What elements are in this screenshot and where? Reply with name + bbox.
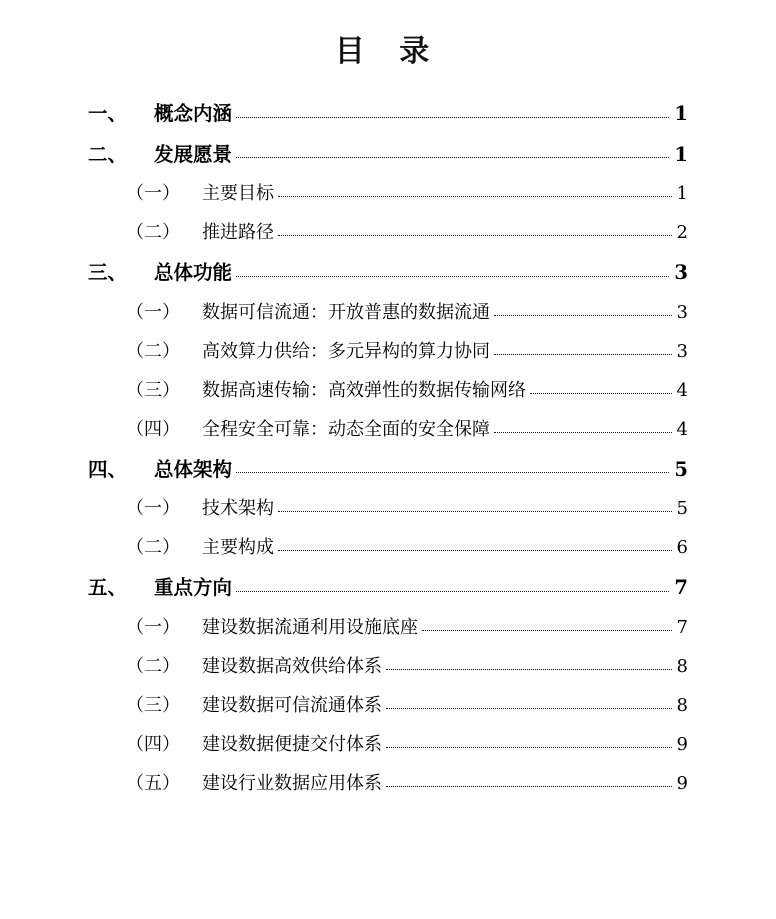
- toc-entry-number: （二）: [126, 340, 180, 362]
- toc-entry-title: 数据可信流通：开放普惠的数据流通: [202, 301, 490, 323]
- toc-entry-title: 发展愿景: [154, 142, 233, 166]
- toc-entry[interactable]: [88, 578, 688, 598]
- toc-entry[interactable]: [88, 694, 688, 716]
- toc-entry-title: 总体功能: [154, 261, 233, 284]
- toc-entry[interactable]: [88, 500, 688, 518]
- toc-entry[interactable]: [88, 539, 688, 557]
- toc-leader-dots: [236, 590, 669, 592]
- toc-entry[interactable]: [88, 616, 688, 638]
- toc-entry-title: 推进路径: [202, 222, 274, 243]
- toc-leader-dots: [278, 234, 672, 236]
- toc-leader-dots: [386, 746, 672, 748]
- toc-entry-page-number: 7: [676, 616, 688, 638]
- toc-leader-dots: [494, 353, 672, 355]
- toc-entry[interactable]: [88, 457, 688, 481]
- page-title: 目 录: [334, 34, 442, 69]
- toc-entry-number: 一、: [88, 102, 128, 125]
- toc-entry-page-number: 1: [676, 183, 688, 204]
- toc-entry-number: （一）: [126, 183, 180, 204]
- toc-leader-dots: [386, 707, 672, 709]
- toc-entry-page-number: 5: [676, 498, 688, 519]
- toc-entry-number: （三）: [126, 694, 180, 716]
- toc-entry-title: 全程安全可靠：动态全面的安全保障: [202, 418, 490, 440]
- table-of-contents: [88, 104, 688, 793]
- toc-entry[interactable]: [88, 655, 688, 677]
- toc-entry-title: 建设数据流通利用设施底座: [202, 616, 418, 638]
- toc-entry-number: （二）: [126, 537, 180, 558]
- toc-entry-title: 建设数据可信流通体系: [202, 694, 382, 716]
- toc-leader-dots: [236, 275, 669, 277]
- toc-entry-number: （五）: [126, 772, 180, 794]
- toc-entry-title: 建设行业数据应用体系: [202, 772, 382, 794]
- toc-entry[interactable]: [88, 224, 688, 242]
- toc-leader-dots: [278, 195, 672, 197]
- toc-leader-dots: [278, 510, 672, 512]
- toc-entry-title: 数据高速传输：高效弹性的数据传输网络: [202, 379, 526, 401]
- toc-entry[interactable]: [88, 340, 688, 362]
- toc-entry-number: 五、: [88, 576, 128, 599]
- toc-entry-number: （一）: [126, 616, 180, 638]
- toc-leader-dots: [386, 785, 672, 787]
- toc-entry-number: （四）: [126, 733, 180, 755]
- toc-entry-title: 建设数据高效供给体系: [202, 655, 382, 677]
- toc-entry-page-number: 3: [676, 340, 688, 362]
- toc-entry-page-number: 4: [676, 418, 688, 440]
- toc-entry-number: （三）: [126, 379, 180, 401]
- toc-entry[interactable]: [88, 733, 688, 755]
- toc-entry-number: （一）: [126, 301, 180, 323]
- toc-entry-page-number: 1: [674, 102, 688, 125]
- toc-entry-number: （四）: [126, 418, 180, 440]
- toc-leader-dots: [236, 156, 669, 158]
- toc-entry-page-number: 5: [674, 457, 688, 481]
- toc-entry-number: （二）: [126, 655, 180, 677]
- toc-entry-number: （二）: [126, 222, 180, 243]
- toc-leader-dots: [236, 116, 669, 118]
- toc-entry-title: 建设数据便捷交付体系: [202, 733, 382, 755]
- toc-entry-page-number: 9: [676, 733, 688, 755]
- toc-entry-page-number: 3: [674, 261, 688, 284]
- toc-leader-dots: [386, 668, 672, 670]
- toc-leader-dots: [494, 431, 672, 433]
- toc-entry[interactable]: [88, 104, 688, 124]
- toc-entry-page-number: 9: [676, 772, 688, 794]
- toc-entry-page-number: 2: [676, 222, 688, 243]
- toc-entry[interactable]: [88, 301, 688, 323]
- toc-entry-page-number: 6: [676, 537, 688, 558]
- toc-leader-dots: [236, 471, 669, 473]
- toc-entry[interactable]: [88, 185, 688, 203]
- toc-entry[interactable]: [88, 263, 688, 283]
- toc-entry-title: 主要目标: [202, 183, 274, 204]
- toc-entry-page-number: 1: [674, 142, 688, 166]
- toc-entry-number: （一）: [126, 498, 180, 519]
- toc-entry-title: 主要构成: [202, 537, 274, 558]
- toc-entry[interactable]: [88, 142, 688, 166]
- toc-entry-title: 概念内涵: [154, 102, 233, 125]
- toc-leader-dots: [530, 392, 672, 394]
- toc-entry-number: 四、: [88, 457, 128, 481]
- toc-entry-title: 重点方向: [154, 576, 233, 599]
- toc-entry-number: 三、: [88, 261, 128, 284]
- toc-leader-dots: [494, 314, 672, 316]
- toc-entry[interactable]: [88, 379, 688, 401]
- toc-entry[interactable]: [88, 772, 688, 794]
- toc-entry-page-number: 4: [676, 379, 688, 401]
- toc-entry-page-number: 8: [676, 655, 688, 677]
- toc-entry-number: 二、: [88, 142, 128, 166]
- toc-leader-dots: [422, 629, 672, 631]
- toc-entry[interactable]: [88, 418, 688, 440]
- toc-entry-page-number: 7: [674, 576, 688, 599]
- toc-entry-title: 总体架构: [154, 457, 233, 481]
- toc-entry-title: 技术架构: [202, 498, 274, 519]
- toc-leader-dots: [278, 549, 672, 551]
- toc-entry-title: 高效算力供给：多元异构的算力协同: [202, 340, 490, 362]
- toc-entry-page-number: 3: [676, 301, 688, 323]
- toc-entry-page-number: 8: [676, 694, 688, 716]
